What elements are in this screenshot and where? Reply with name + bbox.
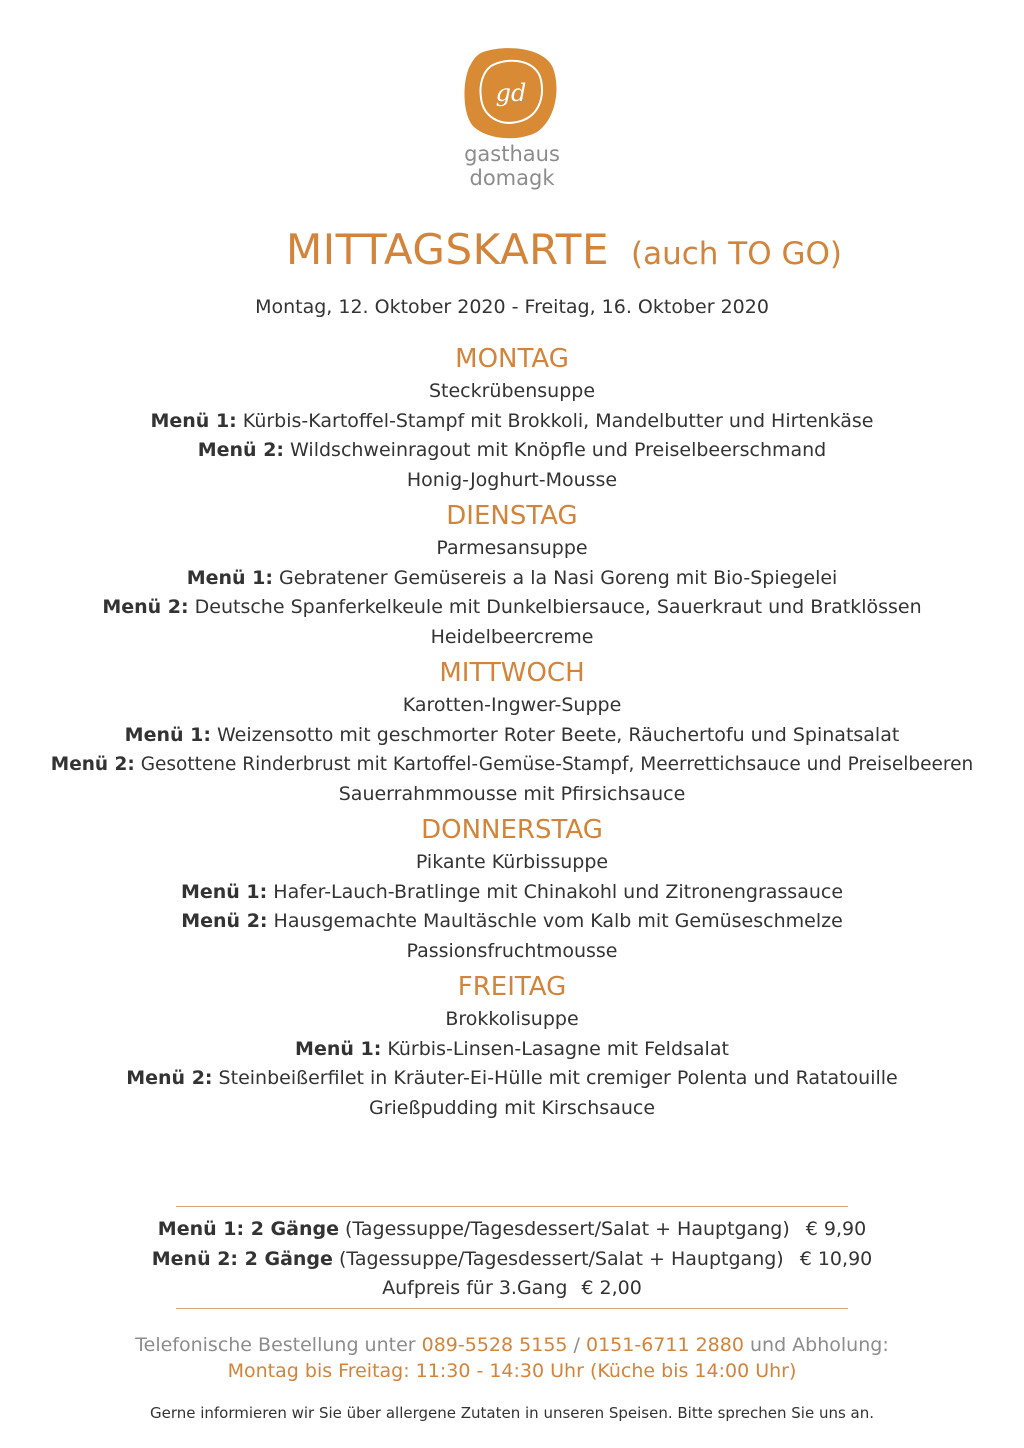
day-name: DONNERSTAG <box>421 815 603 845</box>
brand-line-1: gasthaus <box>464 142 560 166</box>
phone-number-2[interactable]: 0151-6711 2880 <box>585 1334 744 1356</box>
price-menu-1-label: Menü 1: 2 Gänge <box>157 1218 339 1240</box>
day-section-dienstag <box>0 501 1024 652</box>
price-menu-2-value: € 10,90 <box>799 1247 873 1270</box>
menu-2-label: Menü 2: <box>197 439 285 461</box>
menu-2 <box>0 1064 1024 1094</box>
menu-1 <box>0 407 1024 437</box>
price-extra-value: € 2,00 <box>581 1277 642 1299</box>
soup: Pikante Kürbissuppe <box>415 851 609 873</box>
menu-1-label: Menü 1: <box>295 1037 382 1060</box>
menu-1 <box>0 721 1024 751</box>
menu-2-dish: Wildschweinragout mit Knöpfle und Preiselbeerschmand <box>284 439 827 461</box>
menu-2 <box>0 593 1024 623</box>
menu-1 <box>0 1035 1024 1065</box>
menu-1-label: Menü 1: <box>124 723 211 746</box>
opening-hours: Montag bis Freitag: 11:30 - 14:30 Uhr (Küche bis 14:00 Uhr) <box>227 1360 797 1382</box>
order-suffix: und Abholung: <box>743 1334 889 1356</box>
menu-1-label: Menü 1: <box>180 880 268 903</box>
day-name: MITTWOCH <box>439 658 585 688</box>
menu-1 <box>0 878 1024 908</box>
gasthaus-domagk-logo <box>463 46 559 140</box>
soup: Karotten-Ingwer-Suppe <box>402 694 622 716</box>
day-section-mittwoch <box>0 658 1024 809</box>
title-subtitle: (auch TO GO) <box>631 236 842 272</box>
menu-1-dish: Gebratener Gemüsereis a la Nasi Goreng mit Bio-Spiegelei <box>272 566 838 589</box>
menu-1 <box>0 564 1024 594</box>
menu-2-label: Menü 2: <box>50 754 135 775</box>
date-range: Montag, 12. Oktober 2020 - Freitag, 16. Oktober 2020 <box>255 296 769 318</box>
day-name: FREITAG <box>457 972 567 1002</box>
menu-2-label: Menü 2: <box>181 910 268 932</box>
price-menu-2 <box>0 1245 1024 1275</box>
menu-1-dish: Kürbis-Linsen-Lasagne mit Feldsalat <box>381 1037 729 1060</box>
day-name: DIENSTAG <box>446 501 578 531</box>
menu-2-label: Menü 2: <box>126 1067 213 1089</box>
dessert: Sauerrahmmousse mit Pfirsichsauce <box>338 782 686 805</box>
svg-text:gd: gd <box>495 79 527 107</box>
soup: Brokkolisuppe <box>445 1008 579 1030</box>
price-list <box>0 1215 1024 1304</box>
menu-2 <box>0 907 1024 937</box>
menu-2-dish: Gesottene Rinderbrust mit Kartoffel-Gemüse-Stampf, Meerrettichsauce und Preiselbeeren <box>134 754 974 775</box>
dessert: Passionsfruchtmousse <box>406 939 618 962</box>
soup: Steckrübensuppe <box>428 380 596 402</box>
brand-name <box>412 142 612 190</box>
day-section-montag <box>0 344 1024 495</box>
menu-2-label: Menü 2: <box>102 596 189 618</box>
contact-info <box>0 1332 1024 1384</box>
order-prefix: Telefonische Bestellung unter <box>135 1334 422 1356</box>
order-line <box>0 1332 1024 1358</box>
phone-separator: / <box>567 1334 586 1356</box>
price-menu-2-desc: (Tagessuppe/Tagesdessert/Salat + Hauptgang) <box>332 1247 784 1270</box>
menu-1-label: Menü 1: <box>150 409 237 432</box>
day-section-freitag <box>0 972 1024 1123</box>
menu-2 <box>0 750 1024 780</box>
weekly-menu <box>0 344 1024 1123</box>
brand-line-2: domagk <box>469 166 555 190</box>
price-menu-1-desc: (Tagessuppe/Tagesdessert/Salat + Hauptgang) <box>338 1218 790 1240</box>
allergen-note: Gerne informieren wir Sie über allergene Zutaten in unseren Speisen. Bitte sprechen Sie uns an. <box>149 1404 875 1422</box>
menu-1-dish: Hafer-Lauch-Bratlinge mit Chinakohl und Zitronengrassauce <box>267 880 844 903</box>
phone-number-1[interactable]: 089-5528 5155 <box>421 1334 568 1356</box>
price-menu-1 <box>0 1215 1024 1245</box>
dessert: Honig-Joghurt-Mousse <box>406 468 618 491</box>
dessert: Grießpudding mit Kirschsauce <box>368 1096 656 1119</box>
day-section-donnerstag <box>0 815 1024 966</box>
dessert: Heidelbeercreme <box>430 625 594 648</box>
price-extra-label: Aufpreis für 3.Gang <box>382 1277 568 1299</box>
soup: Parmesansuppe <box>436 537 588 559</box>
menu-2-dish: Hausgemachte Maultäschle vom Kalb mit Gemüseschmelze <box>267 910 843 932</box>
menu-1-label: Menü 1: <box>186 566 273 589</box>
title-main: MITTAGSKARTE <box>286 225 609 274</box>
divider-bottom <box>176 1308 848 1309</box>
price-menu-1-value: € 9,90 <box>805 1218 867 1240</box>
price-menu-2-label: Menü 2: 2 Gänge <box>151 1247 333 1270</box>
menu-1-dish: Kürbis-Kartoffel-Stampf mit Brokkoli, Mandelbutter und Hirtenkäse <box>236 409 874 432</box>
menu-2-dish: Steinbeißerfilet in Kräuter-Ei-Hülle mit cremiger Polenta und Ratatouille <box>212 1067 898 1089</box>
day-name: MONTAG <box>455 344 569 374</box>
divider-top <box>176 1206 848 1207</box>
menu-2-dish: Deutsche Spanferkelkeule mit Dunkelbiersauce, Sauerkraut und Bratklössen <box>188 596 922 618</box>
price-extra-course <box>0 1274 1024 1304</box>
menu-2 <box>0 436 1024 466</box>
page-title <box>0 222 1024 282</box>
menu-1-dish: Weizensotto mit geschmorter Roter Beete, Räuchertofu und Spinatsalat <box>210 723 900 746</box>
